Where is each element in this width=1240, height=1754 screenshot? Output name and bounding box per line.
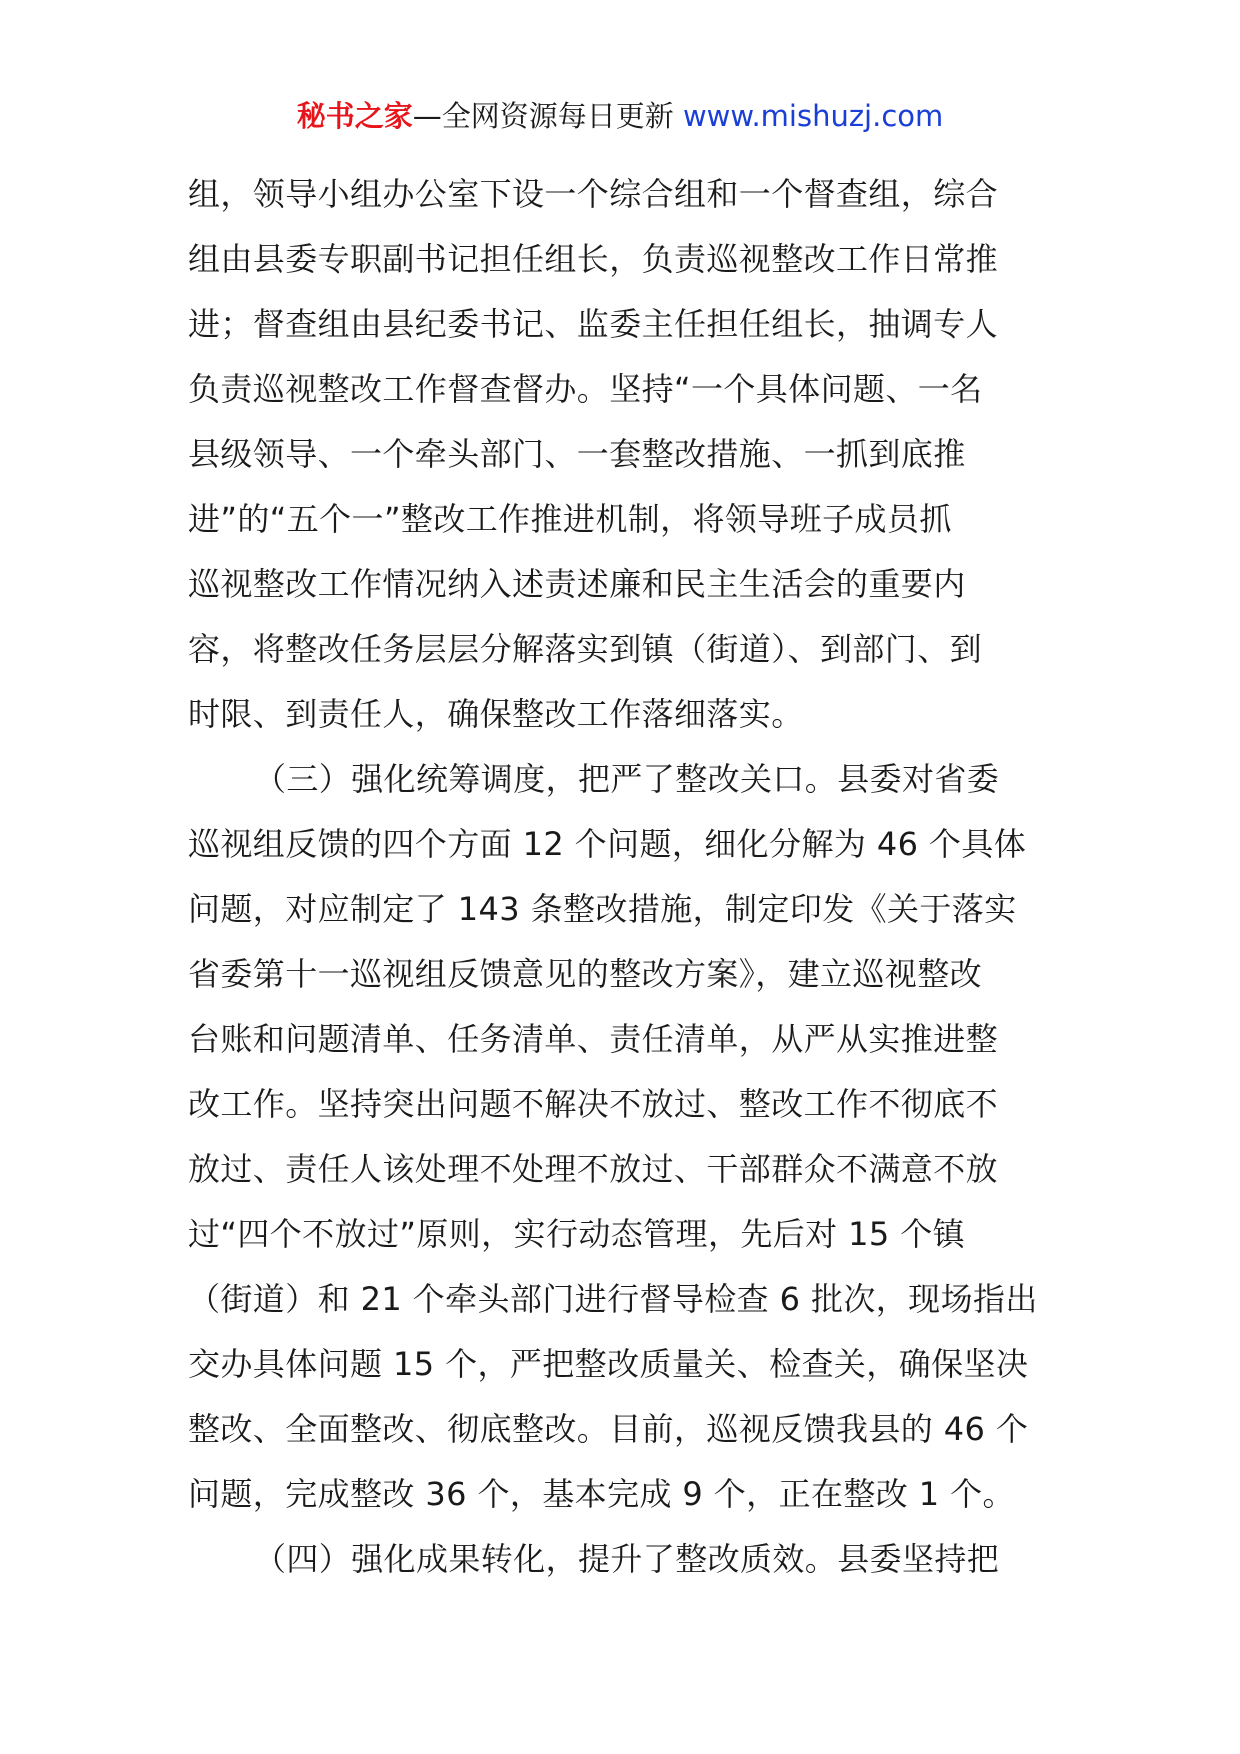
- document-body: [188, 162, 1058, 1592]
- site-url-link[interactable]: www.mishuzj.com: [682, 99, 944, 133]
- section-heading-line: （四）强化成果转化，提升了整改质效。县委坚持把: [254, 1540, 1000, 1578]
- text-line: 容，将整改任务层层分解落实到镇（街道）、到部门、到: [188, 630, 983, 668]
- text-line: 台账和问题清单、任务清单、责任清单，从严从实推进整: [188, 1020, 999, 1058]
- section-heading-line: （三）强化统筹调度，把严了整改关口。县委对省委: [254, 760, 1000, 798]
- text-line: 整改、全面整改、彻底整改。目前，巡视反馈我县的 46 个: [188, 1410, 1029, 1448]
- text-line: 问题，对应制定了 143 条整改措施，制定印发《关于落实: [188, 890, 1017, 928]
- text-line: 县级领导、一个牵头部门、一套整改措施、一抓到底推: [188, 435, 966, 473]
- text-line: 改工作。坚持突出问题不解决不放过、整改工作不彻底不: [188, 1085, 999, 1123]
- text-line: 过“四个不放过”原则，实行动态管理，先后对 15 个镇: [188, 1215, 966, 1253]
- text-line: 省委第十一巡视组反馈意见的整改方案》，建立巡视整改: [188, 955, 983, 993]
- site-tagline: —全网资源每日更新: [412, 99, 674, 133]
- text-line: 组由县委专职副书记担任组长，负责巡视整改工作日常推: [188, 240, 999, 278]
- text-line: 组，领导小组办公室下设一个综合组和一个督查组，综合: [188, 175, 999, 213]
- text-line: 巡视组反馈的四个方面 12 个问题，细化分解为 46 个具体: [188, 825, 1027, 863]
- text-line: 问题，完成整改 36 个，基本完成 9 个，正在整改 1 个。: [188, 1475, 1015, 1513]
- site-header: [0, 96, 1240, 136]
- site-brand: 秘书之家: [296, 99, 413, 133]
- text-line: 放过、责任人该处理不处理不放过、干部群众不满意不放: [188, 1150, 999, 1188]
- text-line: 巡视整改工作情况纳入述责述廉和民主生活会的重要内: [188, 565, 966, 603]
- text-line: （街道）和 21 个牵头部门进行督导检查 6 批次，现场指出: [188, 1280, 1038, 1318]
- text-line: 交办具体问题 15 个，严把整改质量关、检查关，确保坚决: [188, 1345, 1029, 1383]
- text-line: 进；督查组由县纪委书记、监委主任担任组长，抽调专人: [188, 305, 999, 343]
- text-line: 负责巡视整改工作督查督办。坚持“一个具体问题、一名: [188, 370, 983, 408]
- text-line: 时限、到责任人，确保整改工作落细落实。: [188, 695, 804, 733]
- text-line: 进”的“五个一”整改工作推进机制，将领导班子成员抓: [188, 500, 952, 538]
